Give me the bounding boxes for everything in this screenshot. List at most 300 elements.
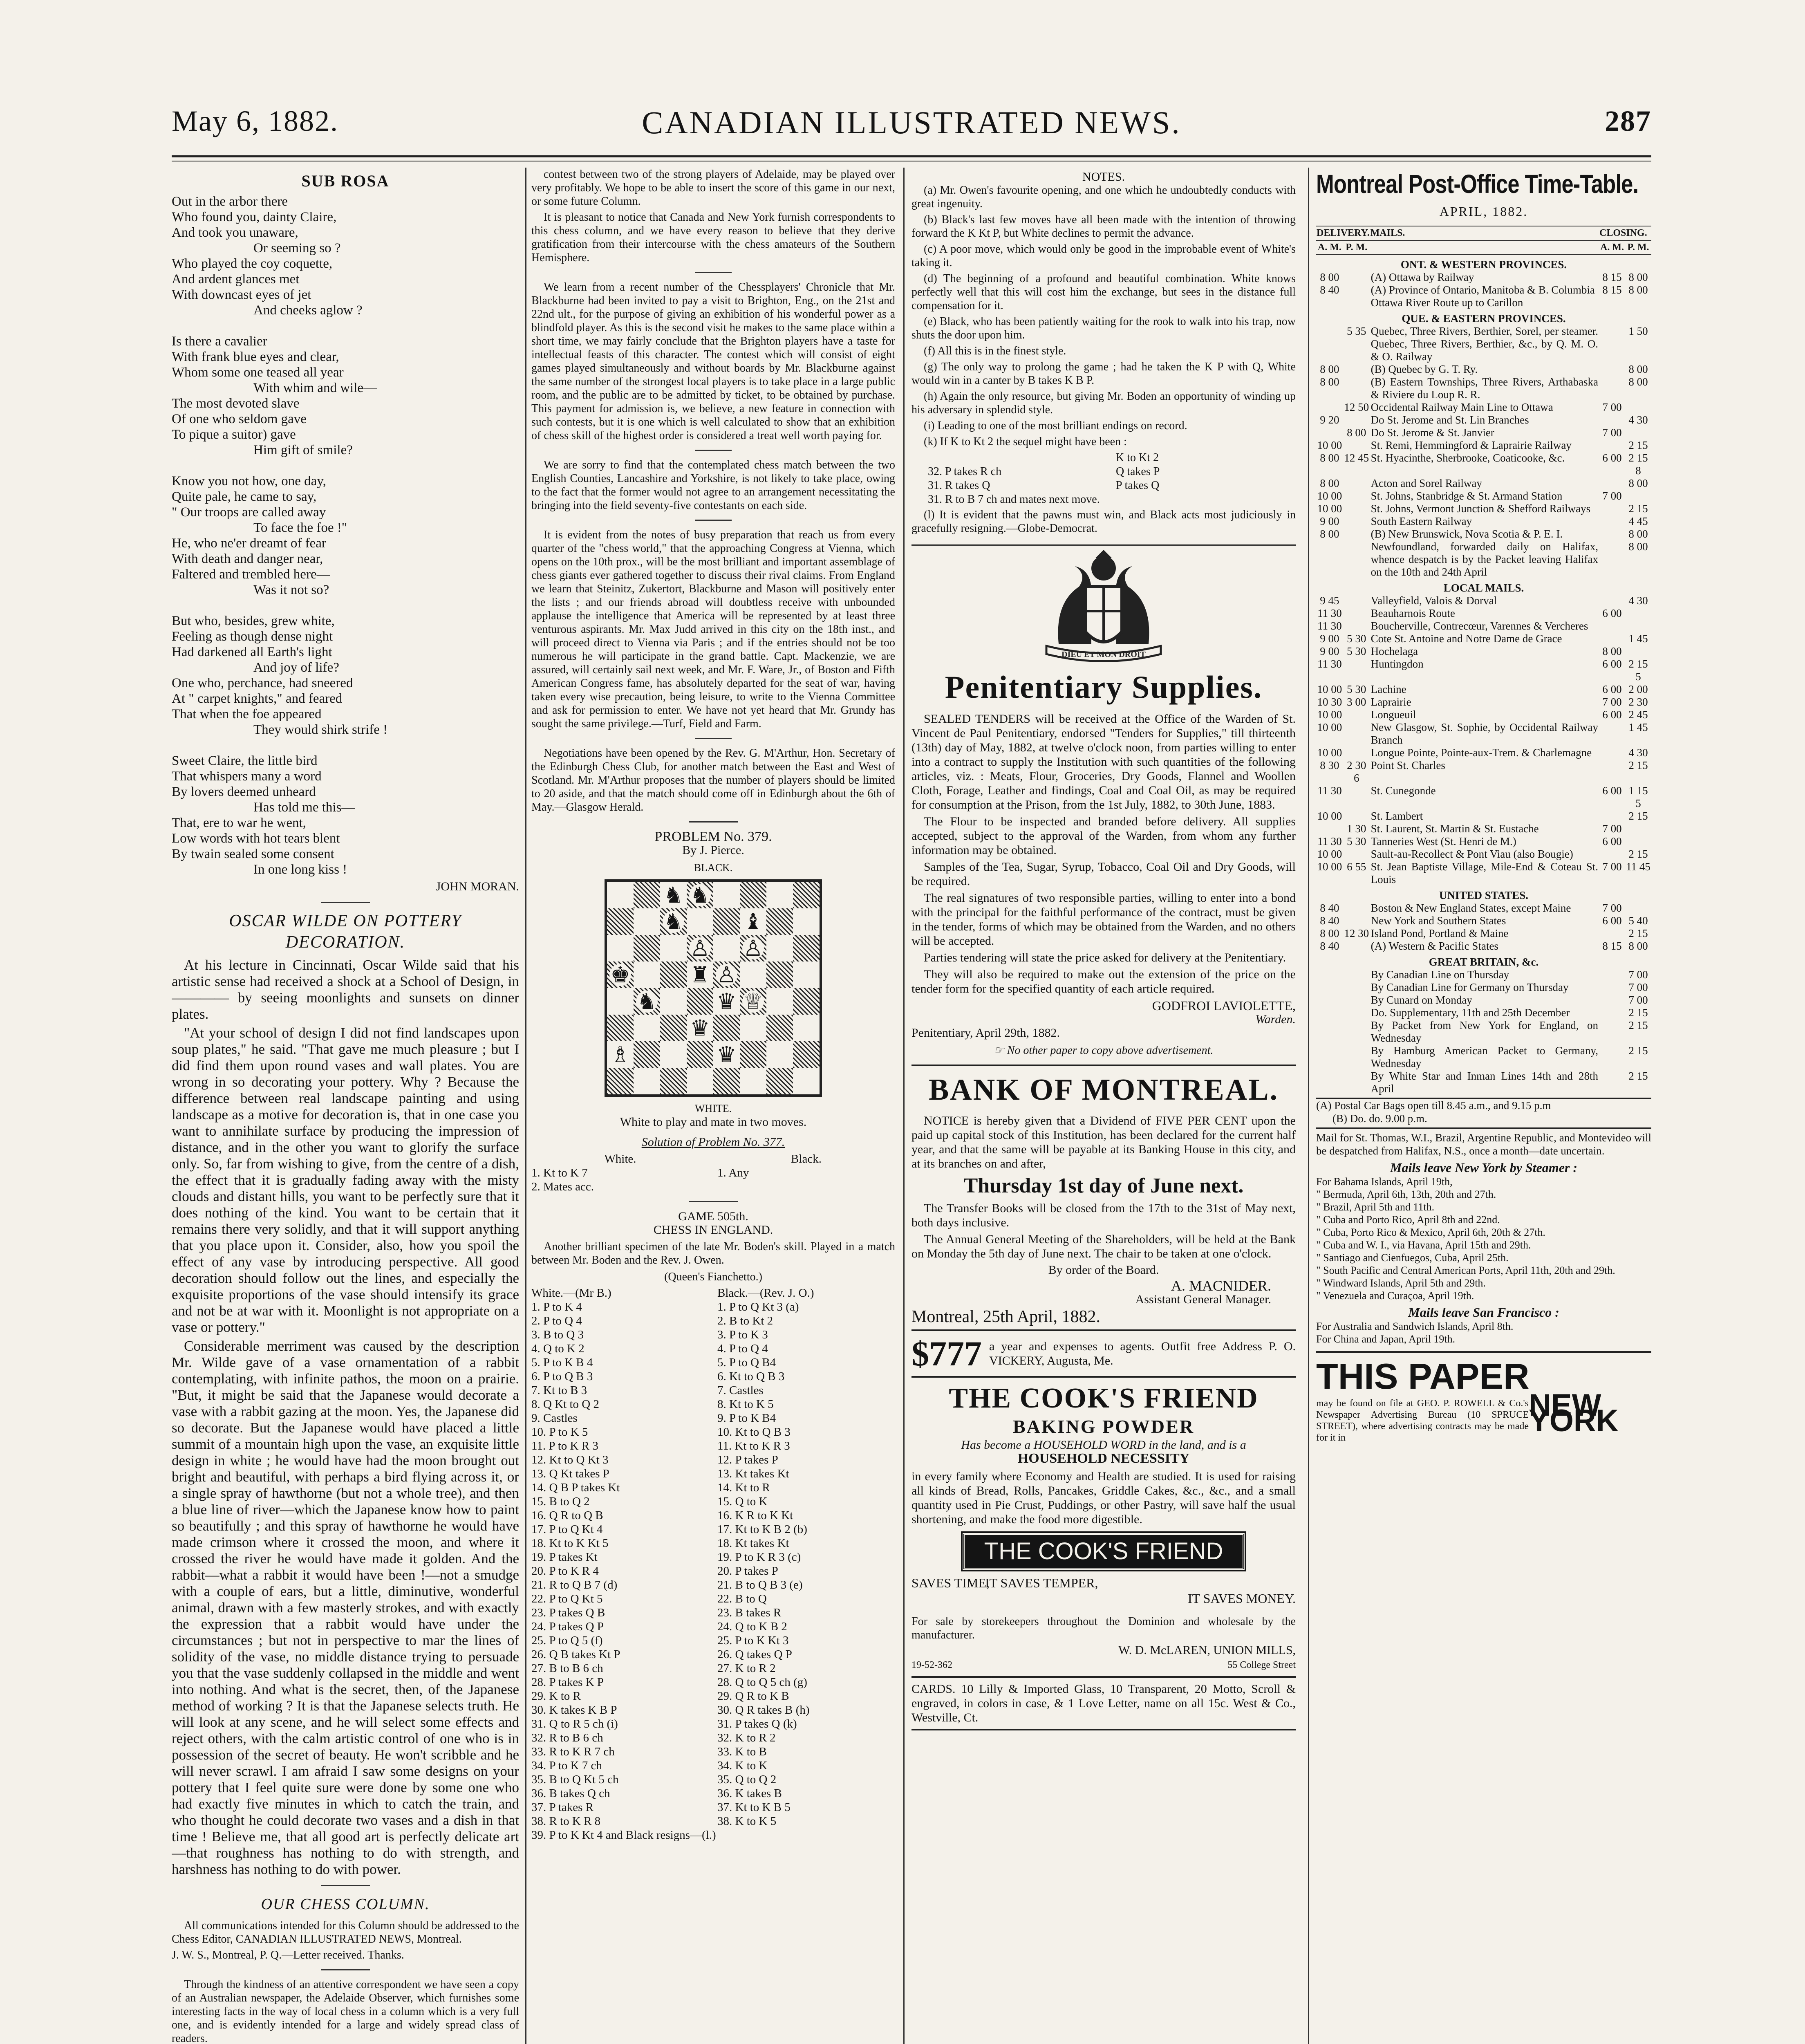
delivery-pm: [1343, 940, 1370, 953]
timetable-row: [1316, 658, 1651, 683]
board-square: [713, 988, 740, 1015]
delivery-am: [1316, 1070, 1343, 1095]
poem-line: Whom some one teased all year: [172, 365, 344, 380]
mail-route: (B) New Brunswick, Nova Scotia & P. E. I.: [1371, 528, 1563, 540]
poem-line: One who, perchance, had sneered: [172, 676, 353, 690]
poem-line: Quite pale, he came to say,: [172, 489, 317, 504]
poem-line: That, ere to war he went,: [172, 816, 306, 830]
board-square: [634, 1015, 660, 1041]
column-3: [911, 168, 1296, 2044]
mail-route: (A) Western & Pacific States: [1371, 940, 1498, 952]
column-divider: [1308, 168, 1309, 2044]
chess-piece-icon: ♞: [663, 909, 683, 934]
delivery-pm: [1343, 708, 1370, 721]
problem-author: By J. Pierce.: [682, 843, 744, 857]
note-l: (l) It is evident that the pawns must win, and Black acts most judiciously in gracefully resigning.—Globe-Democrat.: [911, 509, 1296, 535]
ny-mail-line: " Venezuela and Curaçoa, April 19th.: [1316, 1290, 1474, 1302]
chess-piece-icon: ♜: [690, 962, 710, 987]
ny-mail-line: " South Pacific and Central American Ports, April 11th, 20th and 29th.: [1316, 1264, 1615, 1276]
timetable-row: [1316, 632, 1651, 645]
column-4: [1316, 168, 1651, 2044]
black-move: 23. B takes R: [717, 1606, 782, 1619]
delivery-am: 8 40: [1320, 914, 1339, 927]
mail-route: (B) Quebec by G. T. Ry.: [1371, 363, 1478, 375]
closing-am: 6 00: [1602, 607, 1622, 619]
closing-pm: [1625, 401, 1651, 414]
timetable-row: [1316, 376, 1651, 401]
post-month: APRIL, 1882.: [1439, 204, 1528, 219]
timetable-row: [1316, 426, 1651, 439]
closing-pm: [1625, 296, 1651, 309]
divider: [695, 272, 732, 273]
timetable-row: [1316, 696, 1651, 708]
white-move: 26. Q B takes Kt P: [531, 1648, 620, 1661]
black-move: 8. Kt to K 5: [717, 1398, 774, 1411]
black-move: 38. K to K 5: [717, 1815, 777, 1828]
game-intro: Another brilliant specimen of the late Mr. Boden's skill. Played in a match between Mr. Boden and the Rev. J. Owen.: [531, 1240, 895, 1266]
cooks-footer: [911, 1659, 1296, 1672]
poem-line: Was it not so?: [253, 583, 329, 597]
delivery-am: 8 40: [1320, 940, 1339, 952]
game-moves: [531, 1300, 895, 1842]
board-square: [740, 961, 766, 988]
delivery-am: [1316, 401, 1343, 414]
divider: [911, 544, 1296, 546]
mail-route: Point St. Charles: [1371, 759, 1445, 771]
mail-route: St. Cunegonde: [1371, 784, 1436, 797]
timetable-row: [1316, 620, 1651, 632]
game-note: (a) Mr. Owen's favourite opening, and one which he undoubtedly conducts with great ingenuity.: [911, 184, 1296, 210]
divider: [1316, 1127, 1651, 1129]
coat-of-arms-icon: [997, 550, 1210, 668]
poem-line: That when the foe appeared: [172, 707, 322, 722]
mail-route: St. Hyacinthe, Sherbrooke, Coaticooke, &c.: [1371, 452, 1565, 464]
black-move: 34. K to K: [717, 1759, 768, 1772]
cooks-logo: THE COOK'S FRIEND: [963, 1533, 1245, 1570]
cooks-maker: W. D. McLAREN, UNION MILLS,: [1118, 1643, 1296, 1657]
black-move: 16. K R to K Kt: [717, 1509, 793, 1522]
page-header: [172, 104, 1651, 153]
chess-piece-icon: ♞: [663, 883, 683, 908]
black-move: 7. Castles: [717, 1384, 764, 1397]
pointing-hand-icon: ☞: [994, 1044, 1007, 1057]
game-note: (e) Black, who has been patiently waiting for the rook to walk into his trap, now shuts the door upon him.: [911, 315, 1296, 341]
delivery-pm: [1343, 914, 1370, 927]
poem-line: Or seeming so ?: [253, 241, 341, 256]
white-move: 32. R to B 6 ch: [531, 1731, 603, 1744]
board-square: [607, 935, 634, 961]
solution-white-head: White.: [604, 1152, 636, 1165]
white-move: 22. P to Q Kt 5: [531, 1592, 603, 1605]
solution-white-move: 2. Mates acc.: [531, 1180, 594, 1193]
poem-line: Know you not how, one day,: [172, 474, 326, 489]
closing-pm: 1 50: [1628, 325, 1648, 337]
sequel-black: P takes Q: [1116, 479, 1160, 492]
bank-by-order: By order of the Board.: [1048, 1263, 1159, 1277]
white-move: 14. Q B P takes Kt: [531, 1481, 620, 1494]
delivery-pm: 3 00: [1347, 696, 1366, 708]
poem-line: With death and danger near,: [172, 551, 323, 566]
closing-am: [1599, 721, 1625, 746]
column-divider: [903, 168, 905, 2044]
delivery-pm: [1343, 784, 1370, 810]
white-move: 1. P to K 4: [531, 1300, 582, 1313]
closing-pm: 2 15: [1628, 1044, 1648, 1057]
closing-am: 6 00: [1602, 452, 1622, 464]
delivery-pm: 2 30 6: [1347, 759, 1366, 784]
timetable-row: [1316, 810, 1651, 823]
white-move: 36. B takes Q ch: [531, 1787, 610, 1800]
closing-head: CLOSING.: [1599, 226, 1651, 240]
delivery-am: 9 20: [1320, 414, 1339, 426]
black-move: 20. P takes P: [717, 1564, 778, 1578]
closing-am: 6 00: [1602, 658, 1622, 670]
penitentiary-paragraph: Samples of the Tea, Sugar, Syrup, Tobacco, Coal Oil and Dry Goods, will be required.: [911, 860, 1296, 888]
post-rows: [1316, 255, 1651, 1095]
closing-pm: [1625, 902, 1651, 914]
delivery-am: 8 00: [1320, 452, 1339, 464]
penitentiary-paragraph: They will also be required to make out the extension of the price on the tender form for the specified quantity of each article required.: [911, 968, 1296, 995]
divider: [321, 1885, 370, 1886]
timetable-row: [1316, 940, 1651, 953]
closing-am: 7 00: [1602, 902, 1622, 914]
board-square: [766, 1068, 793, 1094]
mail-route: Ottawa River Route up to Carillon: [1371, 296, 1523, 309]
article-title: OSCAR WILDE ON POTTERY DECORATION.: [229, 912, 462, 952]
delivery-am: 10 00: [1317, 721, 1342, 733]
white-move: 3. B to Q 3: [531, 1328, 584, 1341]
bank-meeting: The Annual General Meeting of the Shareholders, will be held at the Bank on Monday the 5th day of June next. The chair to be taken at one o'clock.: [911, 1233, 1296, 1260]
penitentiary-paragraph: The Flour to be inspected and branded before delivery. All supplies accepted, subject to the approval of the Warden, from whom any further information may be obtained.: [911, 815, 1296, 857]
white-move: 7. Kt to B 3: [531, 1384, 587, 1397]
mail-route: Acton and Sorel Railway: [1371, 477, 1482, 489]
delivery-am: 9 00: [1320, 515, 1339, 527]
timetable-section: [1316, 886, 1651, 902]
delivery-pm: [1343, 981, 1370, 994]
mail-route: Do. Supplementary, 11th and 25th December: [1371, 1006, 1570, 1019]
timetable-section: [1316, 309, 1651, 325]
black-move: 19. P to K R 3 (c): [717, 1551, 801, 1564]
ny-mail-line: " Bermuda, April 6th, 13th, 20th and 27th.: [1316, 1188, 1496, 1200]
closing-pm: [1625, 823, 1651, 835]
closing-pm: 2 15 8: [1628, 452, 1648, 477]
board-square: [793, 1068, 820, 1094]
delivery-am: 11 30: [1317, 835, 1342, 847]
delivery-pm: [1343, 477, 1370, 490]
chess-column-title: OUR CHESS COLUMN.: [261, 1896, 430, 1913]
timetable-row: [1316, 914, 1651, 927]
board-square: [793, 1041, 820, 1068]
delivery-pm: [1343, 296, 1370, 309]
board-square: [687, 988, 713, 1015]
closing-am: [1599, 994, 1625, 1006]
sequel-black: Q takes P: [1116, 465, 1160, 478]
board-square: [607, 961, 634, 988]
delivery-am: [1316, 296, 1343, 309]
closing-am: 6 00: [1602, 914, 1622, 927]
board-square: [793, 882, 820, 908]
closing-am: [1599, 746, 1625, 759]
delivery-am: 8 40: [1320, 902, 1339, 914]
closing-am: 7 00: [1602, 401, 1622, 413]
timetable-row: [1316, 477, 1651, 490]
poem-line: [172, 598, 519, 613]
timetable-row: [1316, 325, 1651, 363]
closing-pm: 2 15: [1628, 502, 1648, 515]
timetable-row: [1316, 1019, 1651, 1044]
delivery-am: [1316, 968, 1343, 981]
black-move: 35. Q to Q 2: [717, 1773, 777, 1786]
board-square: [713, 1041, 740, 1068]
white-move: 38. R to K R 8: [531, 1815, 601, 1828]
board-square: [634, 1041, 660, 1068]
white-move: 17. P to Q Kt 4: [531, 1523, 603, 1536]
closing-am: [1599, 1019, 1625, 1044]
closing-am: [1599, 968, 1625, 981]
mail-route: Laprairie: [1371, 696, 1411, 708]
delivery-pm-head: P. M.: [1343, 240, 1370, 255]
delivery-pm: [1343, 1019, 1370, 1044]
delivery-pm: [1343, 721, 1370, 746]
delivery-am: 11 30: [1317, 620, 1342, 632]
board-square: [766, 988, 793, 1015]
delivery-am: 8 40: [1320, 284, 1339, 296]
cooks-p2: HOUSEHOLD NECESSITY: [1017, 1451, 1190, 1466]
closing-am: [1599, 414, 1625, 426]
mail-route: Occidental Railway Main Line to Ottawa: [1371, 401, 1553, 413]
board-square: [607, 882, 634, 908]
game-white-head: White.—(Mr B.): [531, 1286, 611, 1300]
penitentiary-note: [911, 1044, 1296, 1057]
game-note: (i) Leading to one of the most brilliant endings on record.: [924, 419, 1187, 432]
poem-line: Who played the coy coquette,: [172, 256, 333, 271]
board-square: [687, 1041, 713, 1068]
timetable-row: [1316, 528, 1651, 540]
board-square: [687, 1068, 713, 1094]
timetable-row: [1316, 1070, 1651, 1095]
closing-am: [1599, 502, 1625, 515]
board-square: [607, 1041, 634, 1068]
cooks-address: 55 College Street: [1227, 1660, 1296, 1670]
solution-header: [531, 1152, 895, 1166]
timetable-row: [1316, 848, 1651, 861]
closing-am: 7 00: [1602, 696, 1622, 708]
timetable-row: [1316, 721, 1651, 746]
ny-mail-line: " Santiago and Cienfuegos, Cuba, April 25th.: [1316, 1252, 1509, 1264]
divider: [1316, 1351, 1651, 1353]
divider: [689, 1201, 738, 1202]
game-note: (c) A poor move, which would only be good in the improbable event of White's taking it.: [911, 243, 1296, 269]
cooks-code: 19-52-362: [911, 1660, 952, 1670]
mail-route: Huntingdon: [1371, 658, 1424, 670]
timetable-section: [1316, 255, 1651, 271]
ny-mail-line: For Bahama Islands, April 19th,: [1316, 1176, 1453, 1188]
delivery-pm: [1343, 994, 1370, 1006]
closing-pm: [1625, 490, 1651, 502]
divider: [695, 738, 732, 739]
chess-paragraph: contest between two of the strong players of Adelaide, may be played over very profitably. We hope to be able to insert the score of this game in our next, or some future Column.: [531, 168, 895, 208]
board-square: [740, 1015, 766, 1041]
poem-line: To face the foe !": [253, 520, 347, 535]
delivery-pm: [1343, 363, 1370, 376]
newspaper-title: CANADIAN ILLUSTRATED NEWS.: [642, 105, 1181, 140]
mail-route: (A) Ottawa by Railway: [1371, 271, 1474, 283]
board-square: [607, 1068, 634, 1094]
closing-pm: 1 45: [1628, 721, 1648, 733]
mail-route: (B) Eastern Townships, Three Rivers, Arthabaska & Riviere du Loup R. R.: [1371, 376, 1598, 401]
board-square: [687, 882, 713, 908]
delivery-pm: 12 45: [1344, 452, 1369, 464]
poem-line: He, who ne'er dreamt of fear: [172, 536, 326, 551]
cooks-saves-time: SAVES TIME,: [911, 1576, 990, 1590]
delivery-am: 10 30: [1317, 696, 1342, 708]
white-move: 18. Kt to K Kt 5: [531, 1537, 609, 1550]
sf-mail-line: For Australia and Sandwich Islands, April 8th.: [1316, 1320, 1514, 1332]
board-square: [740, 1041, 766, 1068]
chess-piece-icon: ♛: [717, 1042, 737, 1067]
black-move: 21. B to Q B 3 (e): [717, 1578, 803, 1591]
closing-am: [1599, 363, 1625, 376]
ad-777-text: a year and expenses to agents. Outfit free Address P. O. VICKERY, Augusta, Me.: [989, 1340, 1296, 1367]
black-move: 11. Kt to K R 3: [717, 1439, 790, 1452]
closing-pm: 11 45: [1626, 861, 1650, 873]
board-square: [740, 908, 766, 935]
closing-am: [1599, 1070, 1625, 1095]
delivery-am: [1316, 1019, 1343, 1044]
black-move: 37. Kt to K B 5: [717, 1801, 791, 1814]
delivery-am: 8 00: [1320, 477, 1339, 489]
section-heading: UNITED STATES.: [1439, 889, 1529, 901]
poem-line: Had darkened all Earth's light: [172, 645, 332, 659]
mail-route: By White Star and Inman Lines 14th and 28th April: [1371, 1070, 1598, 1095]
board-square: [713, 882, 740, 908]
white-move: 31. Q to R 5 ch (i): [531, 1717, 618, 1730]
closing-am: [1599, 477, 1625, 490]
delivery-pm: [1343, 620, 1370, 632]
closing-am: 8 15: [1602, 284, 1622, 296]
closing-pm: 2 15 5: [1628, 658, 1648, 683]
timetable-row: [1316, 607, 1651, 620]
game-black-head: Black.—(Rev. J. O.): [717, 1286, 814, 1300]
mail-route: Beauharnois Route: [1371, 607, 1455, 619]
sequel-black: [1116, 493, 1296, 507]
board-square: [660, 961, 687, 988]
divider: [911, 1065, 1296, 1066]
poem-line: With whim and wile—: [253, 381, 377, 395]
mail-route: St. Laurent, St. Martin & St. Eustache: [1371, 823, 1539, 835]
closing-pm: 2 30: [1628, 696, 1648, 708]
black-move: 25. P to K Kt 3: [717, 1634, 789, 1647]
board-square: [793, 988, 820, 1015]
this-paper-text: may be found on file at GEO. P. ROWELL & Co.'s Newspaper Advertising Bureau (10 SPRUCE STREET), where advertising contracts may be made for it in: [1316, 1398, 1529, 1443]
chess-piece-icon: ♕: [743, 989, 763, 1014]
board-square: [607, 908, 634, 935]
chess-piece-icon: ♙: [690, 936, 710, 961]
mail-route: Island Pond, Portland & Maine: [1371, 927, 1509, 939]
delivery-am: 11 30: [1317, 607, 1342, 619]
sequel-black: K to Kt 2: [1116, 451, 1159, 464]
closing-pm: 8 00: [1628, 271, 1648, 283]
closing-am: 7 00: [1602, 490, 1622, 502]
penitentiary-note-text: No other paper to copy above advertisement.: [1007, 1044, 1214, 1057]
penitentiary-paragraph: The real signatures of two responsible parties, willing to enter into a bond with the principal for the faithful performance of the contract, must be given in the tender, forms of which may be obtained from the Warden, and no others will be accepted.: [911, 891, 1296, 948]
poem-line: By lovers deemed unheard: [172, 784, 316, 799]
ad-777-amount: $777: [911, 1334, 982, 1373]
poem-line: Out in the arbor there: [172, 194, 288, 209]
poem-line: [172, 458, 519, 473]
closing-am: [1599, 620, 1625, 632]
this-paper-city: NEW YORK: [1529, 1388, 1619, 1438]
timetable-section: [1316, 578, 1651, 594]
closing-pm: 2 15: [1628, 759, 1648, 771]
white-move: 12. Kt to Q Kt 3: [531, 1453, 609, 1466]
timetable-row: [1316, 490, 1651, 502]
game-title: GAME 505th.: [678, 1210, 748, 1223]
cooks-saves-temper: IT SAVES TEMPER,: [985, 1576, 1098, 1590]
board-square: [740, 935, 766, 961]
poem-line: Feeling as though dense night: [172, 629, 333, 644]
divider: [911, 1329, 1296, 1331]
white-move: 33. R to K R 7 ch: [531, 1745, 615, 1758]
white-move: 21. R to Q B 7 (d): [531, 1578, 618, 1591]
delivery-am: 8 00: [1320, 363, 1339, 375]
delivery-am: 9 00: [1320, 645, 1339, 657]
ny-mail-line: " Cuba, Porto Rico & Mexico, April 6th, 20th & 27th.: [1316, 1226, 1545, 1238]
poem-line: But who, besides, grew white,: [172, 614, 335, 628]
white-move: 8. Q Kt to Q 2: [531, 1398, 599, 1411]
penitentiary-paragraph: SEALED TENDERS will be received at the Office of the Warden of St. Vincent de Paul Penitentiary, endorsed "Tenders for Supplies," till thirteenth (13th) day of May, 1882, at twelve o'clock noon, from parties willing to enter into a contract to supply the Institution with such quantities of the following articles, viz. : Meats, Flour, Groceries, Dry Goods, Flannel and Woollen Cloth, Forage, Leather and findings, Coal and Coal Oil, as may be required for consumption at the Prison, from the 1st July, 1882, to 30th June, 1883.: [911, 712, 1296, 811]
game-note: (h) Again the only resource, but giving Mr. Boden an opportunity of winding up his adversary in splendid style.: [911, 390, 1296, 416]
white-move: 11. P to K R 3: [531, 1439, 598, 1452]
white-move: 34. P to K 7 ch: [531, 1759, 602, 1772]
section-heading: ONT. & WESTERN PROVINCES.: [1400, 258, 1567, 271]
game-opening: (Queen's Fianchetto.): [664, 1271, 762, 1283]
white-move: 35. B to Q Kt 5 ch: [531, 1773, 619, 1786]
penitentiary-role: Warden.: [1255, 1013, 1296, 1026]
mail-route: Hochelaga: [1371, 645, 1418, 657]
black-move: 3. P to K 3: [717, 1328, 768, 1341]
delivery-pm: [1343, 810, 1370, 823]
timetable-row: [1316, 452, 1651, 477]
closing-am: 8 00: [1602, 645, 1622, 657]
delivery-am: 10 00: [1317, 861, 1342, 873]
chess-paragraph: Negotiations have been opened by the Rev. G. M'Arthur, Hon. Secretary of the Edinburgh Chess Club, for another match between the East and West of Scotland. Mr. M'Arthur proposes that the number of players should be limited to 20 aside, and that the match should come off in Edinburgh about the 6th of May.—Glasgow Herald.: [531, 747, 895, 814]
closing-am: [1599, 927, 1625, 940]
mail-route: Do St. Jerome & St. Janvier: [1371, 426, 1494, 439]
board-square: [740, 988, 766, 1015]
mail-route: Lachine: [1371, 683, 1406, 695]
delivery-pm: 5 30: [1347, 835, 1366, 847]
delivery-am: [1316, 994, 1343, 1006]
mail-route: St. Jean Baptiste Village, Mile-End & Coteau St. Louis: [1371, 861, 1598, 885]
board-square: [766, 961, 793, 988]
delivery-am: 11 30: [1317, 784, 1342, 797]
chess-paragraph: It is evident from the notes of busy preparation that reach us from every quarter of the "chess world," that the approaching Congress at Vienna, which opens on the 10th prox., will be the most brilliant and important assemblage of chess giants ever gathered together to discuss their rival claims. From England we learn that Steinitz, Zukertort, Blackburne and Mason will positively enter the lists ; and our friends abroad will doubtless receive with unbounded applause the intelligence that America will be represented by at least three venturous aspirants. Mr. Max Judd arrived in this city on the 18th inst., and will proceed direct to Vienna via Paris ; and if the entries should not be too numerous he will participate in the grand battle. Capt. Mackenzie, we are assured, will certainly sail next week, and Mr. F. Ware, Jr., of Boston and Fifth American Congress fame, has absolutely departed for the seat of war, having taken every wise precaution, being leisure, to write to the Vienna Committee and ask for permission to enter. We have not yet heard that Mr. Grundy has sought the same privilege.—Turf, Field and Farm.: [531, 529, 895, 730]
delivery-am: [1316, 540, 1343, 578]
delivery-pm: 6 55: [1347, 861, 1366, 873]
closing-pm: 7 00: [1628, 994, 1648, 1006]
board-square: [634, 935, 660, 961]
penitentiary-paragraph: Parties tendering will state the price asked for delivery at the Penitentiary.: [924, 951, 1286, 964]
mail-route: Valleyfield, Valois & Dorval: [1371, 594, 1497, 607]
sequel-white: [928, 451, 1108, 465]
closing-pm: 8 00: [1628, 528, 1648, 540]
board-square: [660, 908, 687, 935]
ny-mail-line: " Cuba and Porto Rico, April 8th and 22nd.: [1316, 1214, 1500, 1226]
poem-line: With frank blue eyes and clear,: [172, 350, 339, 364]
closing-am: [1599, 325, 1625, 363]
closing-pm: [1625, 835, 1651, 848]
